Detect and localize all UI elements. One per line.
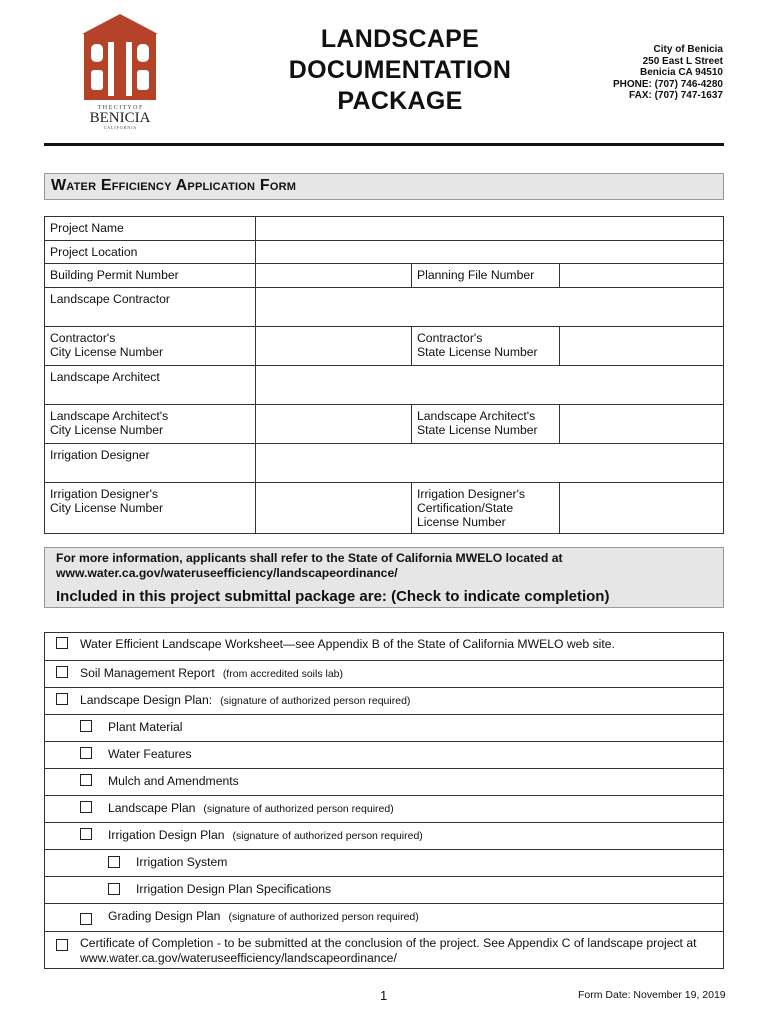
item-label: Soil Management Report [80,666,215,680]
label-line: State License Number [417,423,538,437]
item-note: (signature of authorized person required) [232,830,423,842]
designer-city-license-field[interactable] [255,482,412,534]
logo-name: BENICIA [89,110,151,126]
item-note: (signature of authorized person required) [228,911,419,923]
checklist-item [80,936,720,966]
checklist-item [108,909,419,925]
city-address-block [560,44,723,102]
designer-city-license-label [50,487,163,515]
project-location-field[interactable] [255,240,724,264]
contractor-city-license-label [50,331,163,359]
architect-city-license-field[interactable] [255,404,412,444]
label-line: License Number [417,515,506,529]
item-note: (from accredited soils lab) [222,668,344,680]
item-label: Irrigation Design Plan [108,828,225,842]
checkbox-worksheet[interactable] [56,637,68,649]
checkbox-irrigation-design-plan[interactable] [80,828,92,840]
landscape-architect-field[interactable] [255,365,724,405]
checkbox-water-features[interactable] [80,747,92,759]
building-permit-field[interactable] [255,263,412,288]
landscape-architect-label: Landscape Architect [50,370,160,384]
checkbox-mulch[interactable] [80,774,92,786]
logo-tagline: C A L I F O R N I A [103,125,137,130]
label-line: Landscape Architect's [417,409,536,423]
landscape-contractor-field[interactable] [255,287,724,327]
planning-file-field[interactable] [559,263,724,288]
phone-line: PHONE: (707) 746-4280 [612,78,723,90]
checkbox-landscape-plan[interactable] [80,801,92,813]
form-date: Form Date: November 19, 2019 [578,989,726,1001]
label-line: Certification/State [417,501,514,515]
title-line-3: PACKAGE [337,87,463,115]
building-permit-label: Building Permit Number [50,268,179,282]
checkbox-irrigation-specs[interactable] [108,883,120,895]
mwelo-link[interactable]: www.water.ca.gov/wateruseefficiency/landscapeordinance/ [80,951,397,965]
address-line: 250 East L Street [642,55,723,67]
included-heading: Included in this project submittal package are: (Check to indicate completion) [56,588,610,605]
checkbox-grading-design-plan[interactable] [80,913,92,925]
item-label: Certificate of Completion - to be submitted at the conclusion of the project. See Appendix C of landscape project at [80,936,697,950]
project-name-label: Project Name [50,221,124,235]
project-name-field[interactable] [255,216,724,241]
fax-line: FAX: (707) 747-1637 [629,90,723,101]
label-line: City License Number [50,345,164,359]
architect-state-license-label [417,409,538,437]
checkbox-plant-material[interactable] [80,720,92,732]
designer-state-license-field[interactable] [559,482,724,534]
checklist-item [108,828,423,844]
address-line: City of Benicia [653,44,723,55]
checklist-item [80,693,410,709]
architect-city-license-label [50,409,168,437]
checklist-item: Plant Material [108,720,183,734]
designer-state-license-label [417,487,525,529]
label-line: Contractor's [417,331,483,345]
page-title [260,24,540,117]
label-line: Irrigation Designer's [417,487,525,501]
item-label: Landscape Design Plan: [80,693,213,707]
header-divider [44,143,724,146]
item-label: Grading Design Plan [108,909,221,923]
form-section-title: Water Efficiency Application Form [44,173,724,200]
checklist-item: Irrigation Design Plan Specifications [136,882,332,896]
label-line: Landscape Architect's [50,409,169,423]
checkbox-certificate-of-completion[interactable] [56,939,68,951]
label-line: State License Number [417,345,538,359]
checklist-item: Water Efficient Landscape Worksheet—see Appendix B of the State of California MWELO web site. [80,637,615,651]
title-line-2: DOCUMENTATION [288,56,512,84]
city-of-benicia-logo [78,12,162,130]
contractor-city-license-field[interactable] [255,326,412,366]
item-label: Landscape Plan [108,801,196,815]
checklist-item [80,666,343,682]
info-line: For more information, applicants shall refer to the State of California MWELO located at [56,551,563,565]
project-location-label: Project Location [50,245,138,259]
irrigation-designer-label: Irrigation Designer [50,448,150,462]
label-line: City License Number [50,423,164,437]
contractor-state-license-label [417,331,538,359]
planning-file-label: Planning File Number [417,268,535,282]
item-note: (signature of authorized person required) [203,803,394,815]
mwelo-link[interactable]: www.water.ca.gov/wateruseefficiency/landscapeordinance/ [56,565,398,580]
landscape-contractor-label: Landscape Contractor [50,292,170,306]
checklist-item: Mulch and Amendments [108,774,239,788]
title-line-1: LANDSCAPE [320,25,480,53]
irrigation-designer-field[interactable] [255,443,724,483]
mwelo-info-text [56,551,676,580]
checklist-item: Irrigation System [136,855,228,869]
item-note: (signature of authorized person required) [220,695,411,707]
logo-top-text: T H E C I T Y O F [97,105,143,111]
address-line: Benicia CA 94510 [639,67,723,78]
checkbox-irrigation-system[interactable] [108,856,120,868]
architect-state-license-field[interactable] [559,404,724,444]
checkbox-soil-report[interactable] [56,666,68,678]
checklist-item [108,801,394,817]
page-number: 1 [380,988,388,1003]
checklist-item: Water Features [108,747,192,761]
contractor-state-license-field[interactable] [559,326,724,366]
checkbox-landscape-design-plan[interactable] [56,693,68,705]
label-line: Contractor's [50,331,116,345]
label-line: Irrigation Designer's [50,487,158,501]
label-line: City License Number [50,501,164,515]
